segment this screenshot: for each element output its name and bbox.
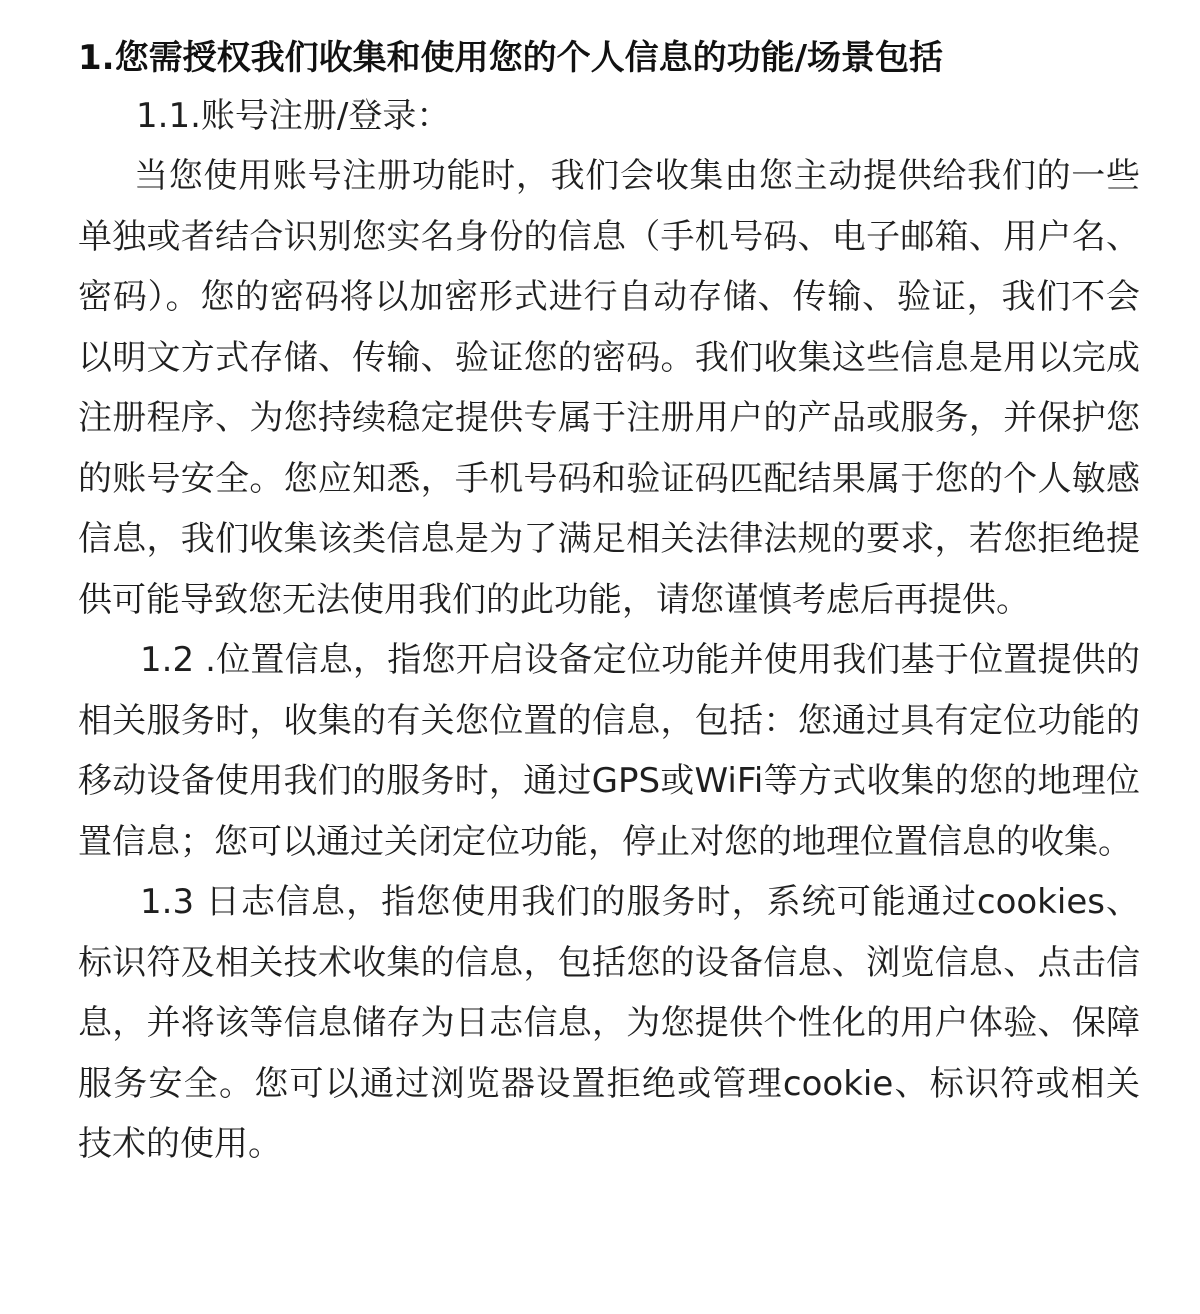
section-1-2-body: 1.2 .位置信息，指您开启设备定位功能并使用我们基于位置提供的相关服务时，收集的有关您位置的信息，包括：您通过具有定位功能的移动设备使用我们的服务时，通过GPS或WiFi等方式收集的您的地理位置信息；您可以通过关闭定位功能，停止对您的地理位置信息的收集。: [78, 640, 1140, 862]
document-page: [78, 30, 1140, 1175]
section-1-3-body: 1.3 日志信息，指您使用我们的服务时，系统可能通过cookies、标识符及相关技术收集的信息，包括您的设备信息、浏览信息、点击信息，并将该等信息储存为日志信息，为您提供个性化的用户体验、保障服务安全。您可以通过浏览器设置拒绝或管理cookie、标识符或相关技术的使用。: [78, 882, 1140, 1164]
section-1-1-body: 当您使用账号注册功能时，我们会收集由您主动提供给我们的一些单独或者结合识别您实名身份的信息（手机号码、电子邮箱、用户名、密码）。您的密码将以加密形式进行自动存储、传输、验证，我们不会以明文方式存储、传输、验证您的密码。我们收集这些信息是用以完成注册程序、为您持续稳定提供专属于注册用户的产品或服务，并保护您的账号安全。您应知悉，手机号码和验证码匹配结果属于您的个人敏感信息，我们收集该类信息是为了满足相关法律法规的要求，若您拒绝提供可能导致您无法使用我们的此功能，请您谨慎考虑后再提供。: [78, 156, 1140, 620]
section-1-1-title: 1.1.账号注册/登录：: [136, 96, 451, 136]
section-heading: 1.您需授权我们收集和使用您的个人信息的功能/场景包括: [78, 38, 943, 78]
